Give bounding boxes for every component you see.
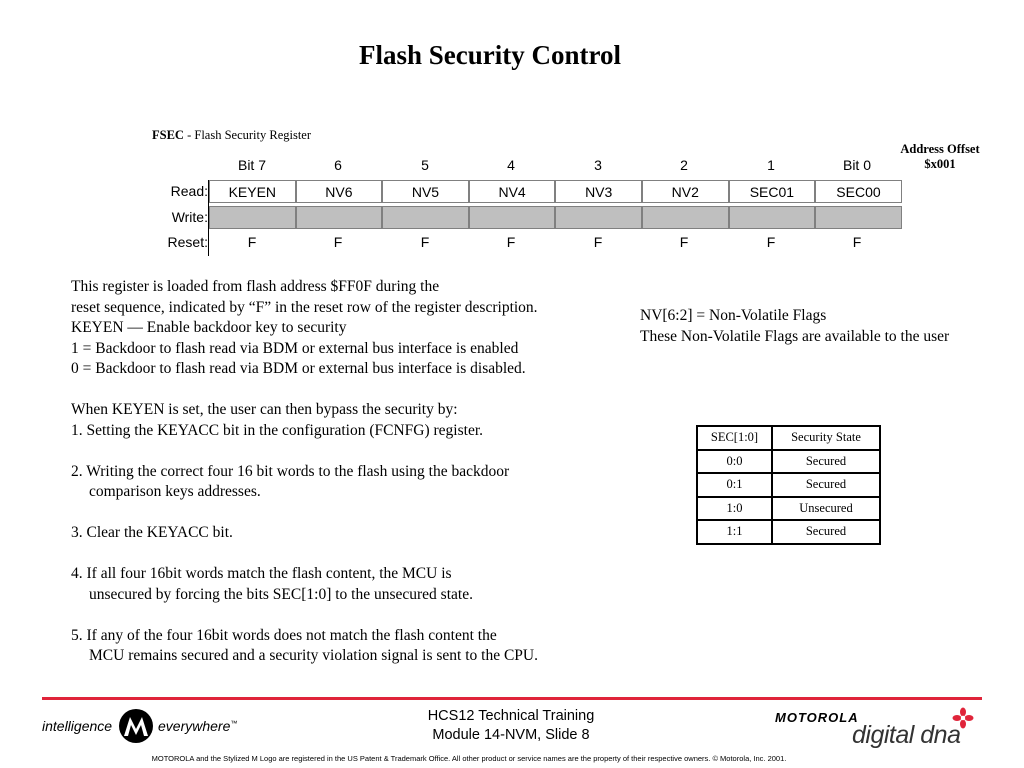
body-line: 4. If all four 16bit words match the flash content, the MCU is (71, 565, 452, 582)
table-cell: 1:1 (697, 520, 772, 544)
digital-dna-wordmark: digital dna (852, 721, 961, 749)
reset-row-label: Reset: (167, 234, 208, 250)
body-text (71, 277, 631, 667)
register-name: FSEC (152, 128, 184, 142)
reset-value: F (766, 234, 776, 250)
table-cell: 0:1 (697, 473, 772, 497)
logo-word-intelligence: intelligence (42, 718, 113, 734)
body-line: 2. Writing the correct four 16 bit words to the flash using the backdoor (71, 462, 510, 480)
write-bit-cell (209, 206, 296, 229)
table-cell: Unsecured (772, 497, 880, 521)
body-line: KEYEN — Enable backdoor key to security (71, 319, 347, 336)
bit-label: Bit 7 (237, 157, 266, 173)
body-line: unsecured by forcing the bits SEC[1:0] to the unsecured state. (89, 585, 473, 603)
register-caption (152, 128, 311, 143)
motorola-m-icon (118, 708, 154, 744)
write-bit-cell (382, 206, 469, 229)
reset-value: F (506, 234, 516, 250)
bit-label: 4 (507, 157, 515, 173)
body-line: This register is loaded from flash address $FF0F during the (71, 278, 440, 295)
body-line: 0 = Backdoor to flash read via BDM or external bus interface is disabled. (71, 360, 526, 377)
table-header: Security State (772, 426, 880, 450)
table-row (697, 497, 880, 521)
table-row (697, 450, 880, 474)
reset-value: F (333, 234, 343, 250)
write-bit-cell (469, 206, 556, 229)
nv-flags-note (640, 306, 949, 347)
read-bit-cell: KEYEN (209, 180, 296, 203)
footer-center-text (380, 707, 642, 745)
table-cell: Secured (772, 473, 880, 497)
body-line: MCU remains secured and a security violation signal is sent to the CPU. (89, 647, 538, 664)
read-bit-cell: SEC01 (729, 180, 816, 203)
table-cell: 0:0 (697, 450, 772, 474)
body-line: 1 = Backdoor to flash read via BDM or external bus interface is enabled (71, 339, 519, 357)
body-line: reset sequence, indicated by “F” in the reset row of the register description. (71, 298, 538, 316)
write-bit-cell (815, 206, 902, 229)
read-bit-cell: NV3 (555, 180, 642, 203)
read-bit-cell: NV6 (296, 180, 383, 203)
address-offset-value: $x001 (924, 157, 956, 171)
table-cell: 1:0 (697, 497, 772, 521)
reset-value: F (593, 234, 603, 250)
bit-label: 6 (334, 157, 342, 173)
read-bit-cell: NV4 (469, 180, 556, 203)
table-cell: Secured (772, 520, 880, 544)
table-header: SEC[1:0] (697, 426, 772, 450)
write-bit-cell (555, 206, 642, 229)
body-line: 1. Setting the KEYACC bit in the configuration (FCNFG) register. (71, 421, 484, 439)
write-row-label: Write: (171, 209, 208, 225)
slide-title: Flash Security Control (359, 40, 621, 70)
table-header-row (697, 426, 880, 450)
register-caption-text: - Flash Security Register (183, 128, 312, 142)
nv-flags-line: NV[6:2] = Non-Volatile Flags (640, 307, 827, 324)
slide-number: Module 14-NVM, Slide 8 (432, 727, 590, 743)
body-line: When KEYEN is set, the user can then bypass the security by: (71, 401, 458, 418)
security-state-table (696, 425, 881, 545)
read-bit-cell: NV5 (382, 180, 469, 203)
table-row (697, 473, 880, 497)
body-line: comparison keys addresses. (89, 483, 261, 500)
bit-label: 5 (421, 157, 429, 173)
write-bit-cell (642, 206, 729, 229)
reset-value: F (679, 234, 689, 250)
legal-notice: MOTOROLA and the Stylized M Logo are registered in the US Patent & Trademark Office. All other product or service names are the property of their respective owners. © Motorola, Inc. 2001. (151, 754, 787, 763)
bit-label: 1 (767, 157, 775, 173)
write-bit-cell (729, 206, 816, 229)
motorola-wordmark: MOTOROLA (775, 710, 859, 725)
bit-label: Bit 0 (842, 157, 871, 173)
table-row (697, 520, 880, 544)
logo-word-everywhere: everywhere™ (158, 718, 238, 734)
bit-label: 2 (680, 157, 688, 173)
intelligence-everywhere-logo (42, 706, 242, 746)
read-bit-cell: SEC00 (815, 180, 902, 203)
footer-divider (42, 697, 982, 700)
write-bit-cell (296, 206, 383, 229)
reset-value: F (852, 234, 862, 250)
bit-label: 3 (594, 157, 602, 173)
body-line: 5. If any of the four 16bit words does not match the flash content the (71, 626, 497, 644)
nv-flags-line: These Non-Volatile Flags are available to the user (640, 327, 950, 345)
digital-dna-icon (952, 707, 974, 729)
reset-value: F (420, 234, 430, 250)
register-diagram (150, 152, 910, 256)
address-offset-label: Address Offset (900, 142, 980, 156)
course-title: HCS12 Technical Training (427, 708, 595, 724)
reset-value: F (247, 234, 257, 250)
body-line: 3. Clear the KEYACC bit. (71, 524, 233, 541)
read-bit-cell: NV2 (642, 180, 729, 203)
table-cell: Secured (772, 450, 880, 474)
read-row-label: Read: (170, 183, 208, 199)
